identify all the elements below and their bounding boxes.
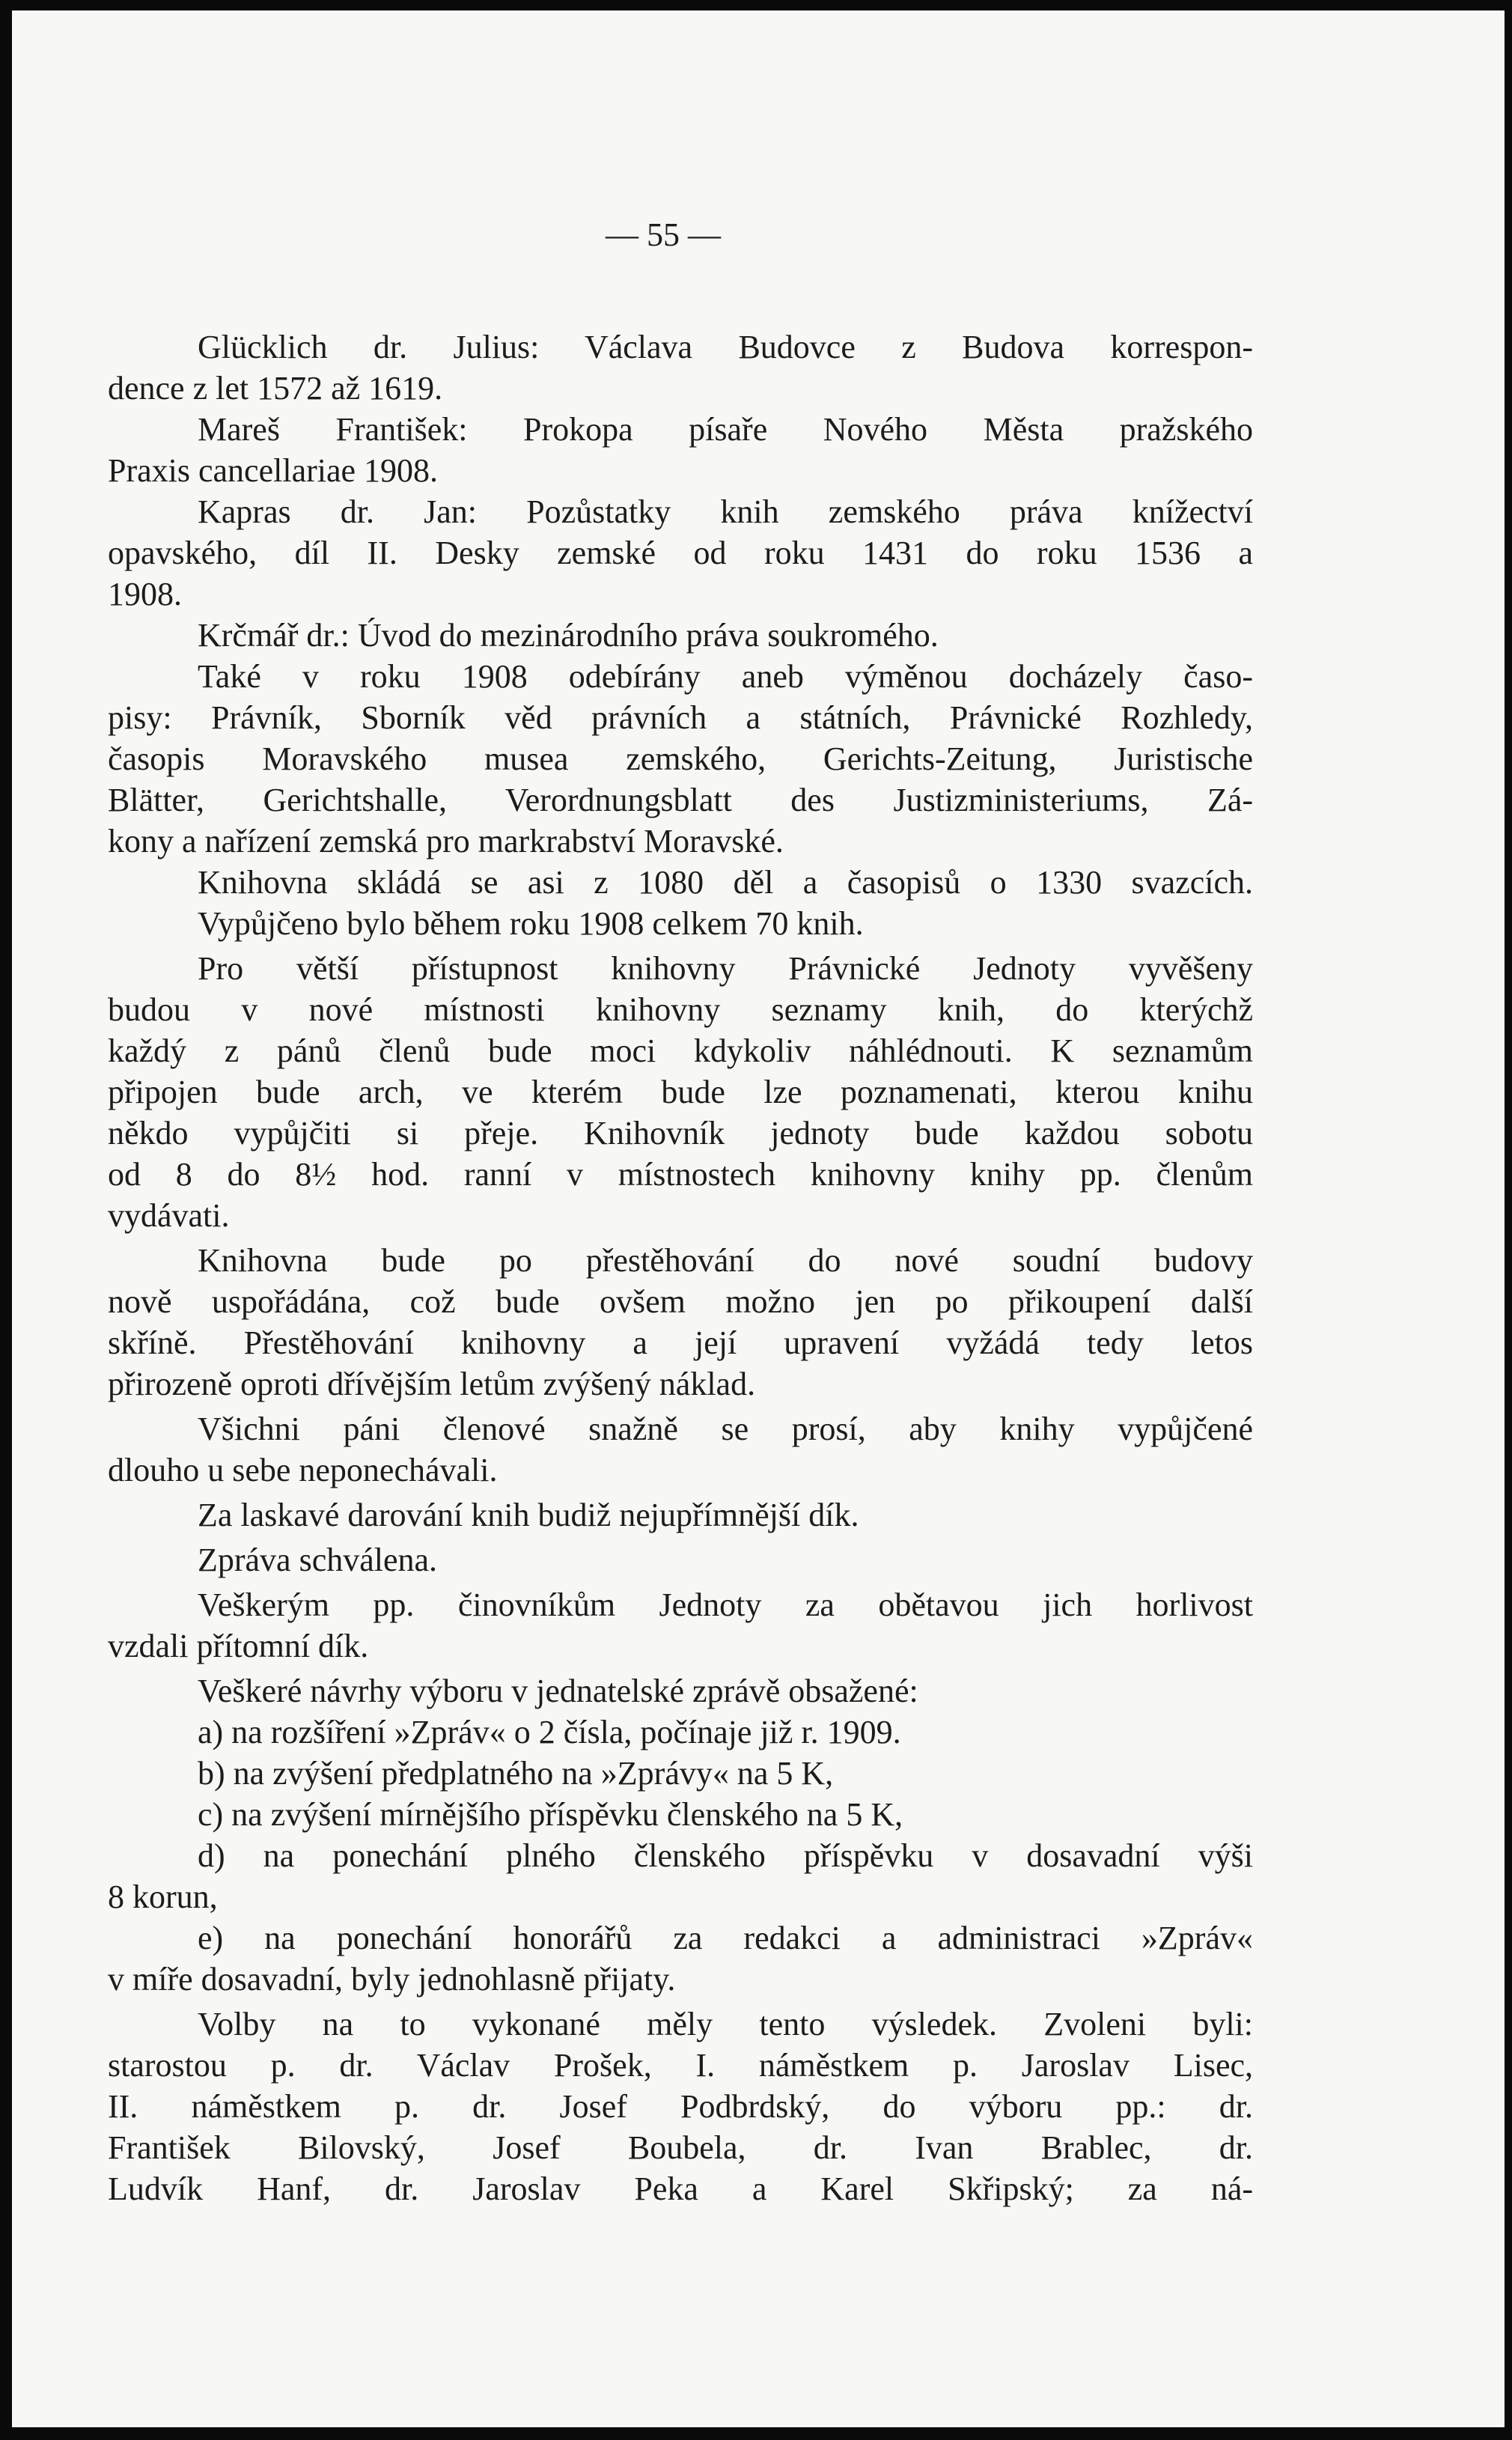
text-line: 8 korun,	[108, 1878, 218, 1915]
text-line: dlouho u sebe neponechávali.	[108, 1452, 498, 1488]
page-number: — 55 —	[606, 216, 721, 253]
text-line: Kapras dr. Jan: Pozůstatky knih zemského práva knížectví	[198, 493, 1253, 530]
text-line: Pro větší přístupnost knihovny Právnické Jednoty vyvěšeny	[198, 950, 1253, 987]
text-line: pisy: Právník, Sborník věd právních a státních, Právnické Rozhledy,	[108, 699, 1253, 736]
text-line: Veškeré návrhy výboru v jednatelské zprávě obsažené:	[198, 1673, 918, 1709]
text-line: vydávati.	[108, 1197, 230, 1234]
text-line: skříně. Přestěhování knihovny a její upravení vyžádá tedy letos	[108, 1324, 1253, 1361]
text-line: Mareš František: Prokopa písaře Nového Města pražského	[198, 411, 1253, 448]
text-line: Veškerým pp. činovníkům Jednoty za obětavou jich horlivost	[198, 1586, 1253, 1623]
text-line: nově uspořádána, což bude ovšem možno jen po přikoupení další	[108, 1283, 1253, 1320]
text-line: Glücklich dr. Julius: Václava Budovce z Budova korrespon-	[198, 329, 1253, 365]
text-line: Knihovna skládá se asi z 1080 děl a časopisů o 1330 svazcích.	[198, 864, 1253, 901]
text-line: Krčmář dr.: Úvod do mezinárodního práva soukromého.	[198, 617, 939, 654]
text-line: někdo vypůjčiti si přeje. Knihovník jednoty bude každou sobotu	[108, 1115, 1253, 1151]
text-line: opavského, díl II. Desky zemské od roku 1431 do roku 1536 a	[108, 535, 1253, 571]
text-line: František Bilovský, Josef Boubela, dr. Ivan Brablec, dr.	[108, 2129, 1253, 2166]
text-line: vzdali přítomní dík.	[108, 1628, 369, 1664]
text-line: Vypůjčeno bylo během roku 1908 celkem 70 knih.	[198, 905, 864, 942]
text-line: Za laskavé darování knih budiž nejupřímnější dík.	[198, 1497, 859, 1533]
text-line: c) na zvýšení mírnějšího příspěvku členského na 5 K,	[198, 1796, 903, 1833]
text-line: II. náměstkem p. dr. Josef Podbrdský, do výboru pp.: dr.	[108, 2088, 1253, 2125]
text-line: Ludvík Hanf, dr. Jaroslav Peka a Karel Skřipský; za ná-	[108, 2170, 1253, 2207]
text-line: přirozeně oproti dřívějším letům zvýšený náklad.	[108, 1366, 756, 1402]
text-line: Zpráva schválena.	[198, 1542, 438, 1578]
text-line: a) na rozšíření »Zpráv« o 2 čísla, počínaje již r. 1909.	[198, 1714, 901, 1750]
text-line: starostou p. dr. Václav Prošek, I. náměstkem p. Jaroslav Lisec,	[108, 2047, 1253, 2084]
text-line: 1908.	[108, 576, 182, 612]
text-line: v míře dosavadní, byly jednohlasně přijaty.	[108, 1961, 676, 1998]
text-line: d) na ponechání plného členského příspěvku v dosavadní výši	[198, 1837, 1253, 1874]
text-line: Knihovna bude po přestěhování do nové soudní budovy	[198, 1242, 1253, 1279]
text-line: e) na ponechání honorářů za redakci a administraci »Zpráv«	[198, 1920, 1253, 1956]
text-line: budou v nové místnosti knihovny seznamy knih, do kterýchž	[108, 991, 1253, 1028]
text-line: připojen bude arch, ve kterém bude lze poznamenati, kterou knihu	[108, 1074, 1253, 1110]
text-line: Praxis cancellariae 1908.	[108, 452, 439, 489]
text-line: dence z let 1572 až 1619.	[108, 370, 443, 407]
text-line: Také v roku 1908 odebírány aneb výměnou docházely časo-	[198, 658, 1253, 695]
document-page	[12, 10, 1505, 2427]
text-line: kony a nařízení zemská pro markrabství Moravské.	[108, 823, 784, 860]
text-line: b) na zvýšení předplatného na »Zprávy« na 5 K,	[198, 1755, 834, 1792]
text-line: Všichni páni členové snažně se prosí, aby knihy vypůjčené	[198, 1411, 1253, 1447]
text-line: Volby na to vykonané měly tento výsledek. Zvoleni byli:	[198, 2006, 1253, 2042]
text-line: časopis Moravského musea zemského, Gerichts-Zeitung, Juristische	[108, 740, 1253, 777]
text-line: každý z pánů členů bude moci kdykoliv náhlédnouti. K seznamům	[108, 1032, 1253, 1069]
text-line: Blätter, Gerichtshalle, Verordnungsblatt des Justizministeriums, Zá-	[108, 782, 1253, 818]
text-line: od 8 do 8½ hod. ranní v místnostech knihovny knihy pp. členům	[108, 1156, 1253, 1193]
